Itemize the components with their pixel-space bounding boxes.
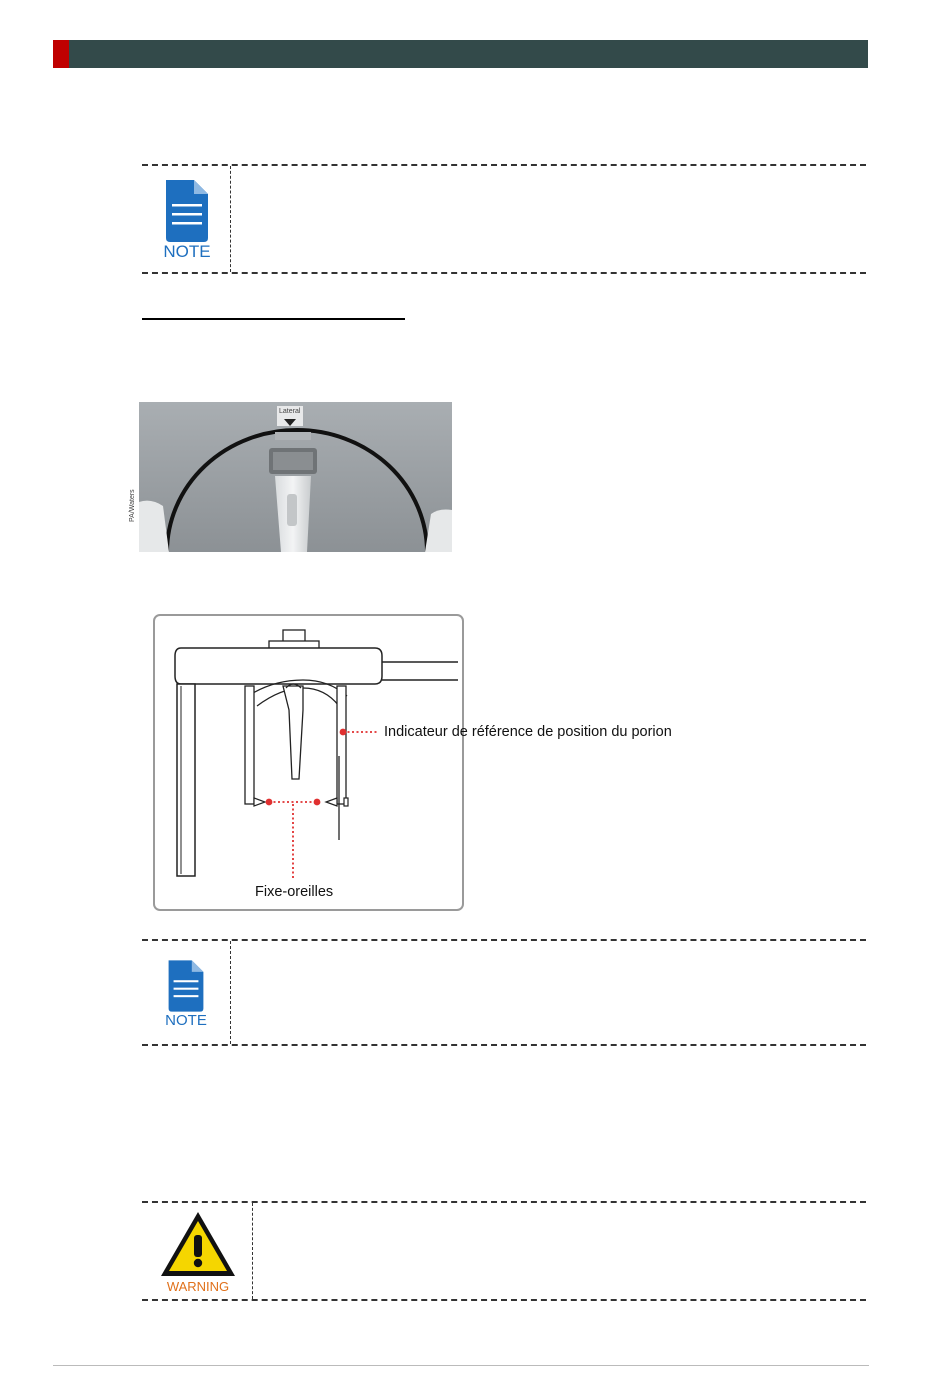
ear-rod-diagram xyxy=(153,614,473,914)
ear-rod-label: Fixe-oreilles xyxy=(255,884,334,900)
positioner-photo xyxy=(129,402,452,552)
porion-indicator-label: Indicateur de référence de position du porion xyxy=(384,724,672,740)
warning-label: WARNING xyxy=(166,1279,230,1294)
section-heading-underline xyxy=(142,318,405,320)
note-icon xyxy=(162,957,210,1037)
footer-rule xyxy=(53,1365,869,1366)
note-label: NOTE xyxy=(165,1012,207,1029)
note-box-2 xyxy=(142,939,866,1046)
photo-side-label: PA/Waters xyxy=(129,489,136,522)
header-accent xyxy=(53,40,69,68)
note-box-1 xyxy=(142,164,866,274)
note-icon xyxy=(160,176,214,266)
note-label: NOTE xyxy=(163,242,211,261)
warning-icon xyxy=(158,1209,238,1295)
warning-box xyxy=(142,1201,866,1301)
photo-arrow-label: Lateral xyxy=(279,408,301,415)
header-bar xyxy=(53,40,868,68)
